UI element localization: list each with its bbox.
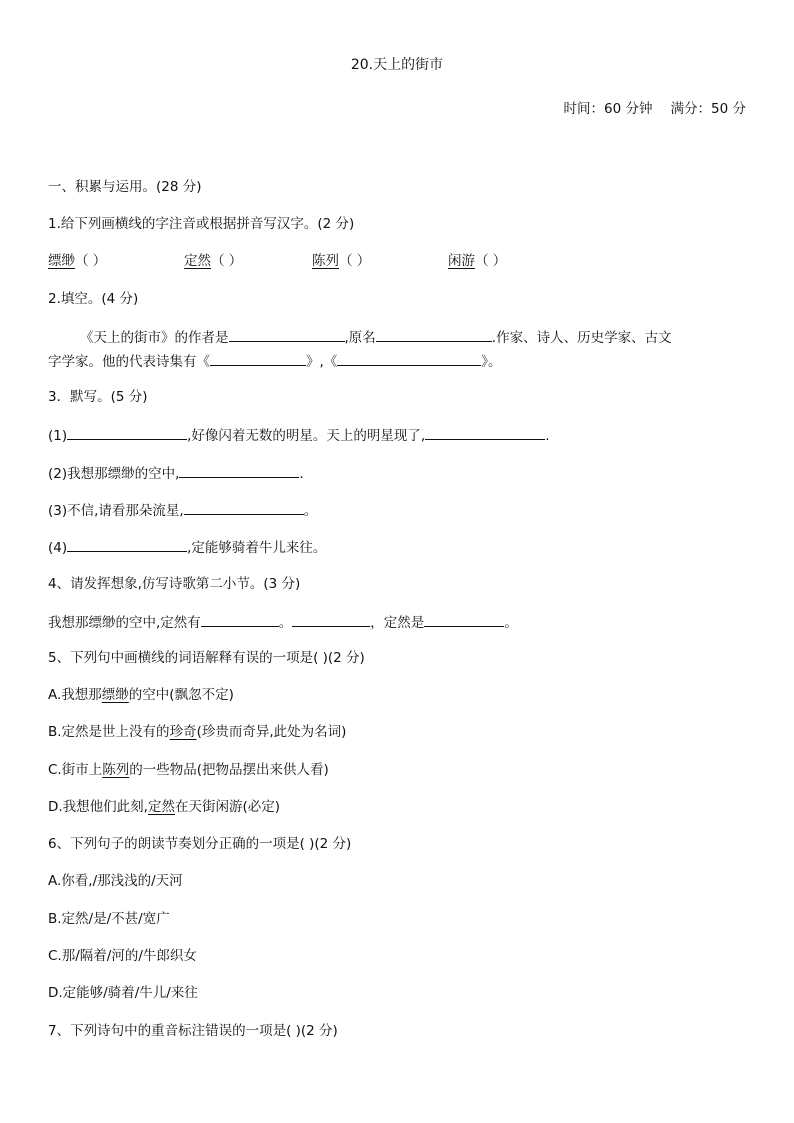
fill-blank[interactable]: [184, 500, 304, 515]
time-limit: 时间：60 分钟: [563, 101, 653, 117]
answer-parens: （ ）: [475, 253, 507, 269]
answer-parens: （ ）: [339, 253, 371, 269]
question-4-prompt: 4、请发挥想象,仿写诗歌第二小节。(3 分): [48, 576, 301, 592]
question-5-prompt: 5、下列句中画横线的词语解释有误的一项是( )(2 分): [48, 650, 365, 666]
recitation-line-1: (1) ,好像闪着无数的明星。天上的明星现了, .: [48, 425, 550, 445]
imitation-line: 我想那缥缈的空中,定然有 。 ，定然是 。: [48, 612, 518, 632]
question-5-option-c[interactable]: C.街市上陈列的一些物品(把物品摆出来供人看): [48, 762, 329, 778]
answer-parens: （ ）: [211, 253, 243, 269]
question-6-option-d[interactable]: D.定能够/骑着/牛儿/来往: [48, 985, 198, 1001]
fill-blank[interactable]: [67, 425, 187, 440]
recitation-line-4: (4) ,定能够骑着牛儿来往。: [48, 537, 326, 557]
underlined-word: 定然: [184, 253, 211, 269]
answer-parens: （ ）: [75, 253, 107, 269]
question-6-option-b[interactable]: B.定然/是/不甚/宽广: [48, 911, 170, 927]
recitation-line-3: (3)不信,请看那朵流星, 。: [48, 500, 317, 520]
exam-meta: [564, 100, 746, 118]
question-1-item-2: [184, 252, 242, 270]
fill-blank[interactable]: [67, 537, 187, 552]
question-1-prompt: 1.给下列画横线的字注音或根据拼音写汉字。(2 分): [48, 216, 355, 232]
fill-blank[interactable]: [179, 463, 299, 478]
underlined-word: 缥缈: [48, 253, 75, 269]
question-7-prompt: 7、下列诗句中的重音标注错误的一项是( )(2 分): [48, 1023, 338, 1039]
fill-blank[interactable]: [376, 327, 492, 342]
question-5-option-b[interactable]: B.定然是世上没有的珍奇(珍贵而奇异,此处为名词): [48, 724, 347, 740]
question-2-line-1: 《天上的街市》的作者是 ,原名 .作家、诗人、历史学家、古文: [80, 327, 672, 347]
fill-blank[interactable]: [337, 351, 481, 366]
underlined-word: 陈列: [312, 253, 339, 269]
question-5-option-a[interactable]: A.我想那缥缈的空中(飘忽不定): [48, 687, 234, 703]
section-heading: 一、积累与运用。(28 分): [48, 179, 202, 195]
question-6-option-a[interactable]: A.你看,/那浅浅的/天河: [48, 873, 183, 889]
question-6-option-c[interactable]: C.那/隔着/河的/牛郎织女: [48, 948, 197, 964]
fill-blank[interactable]: [292, 612, 370, 627]
question-5-option-d[interactable]: D.我想他们此刻,定然在天街闲游(必定): [48, 799, 281, 815]
fill-blank[interactable]: [229, 327, 345, 342]
question-3-prompt: 3．默写。(5 分): [48, 389, 148, 405]
fill-blank[interactable]: [425, 425, 545, 440]
fill-blank[interactable]: [210, 351, 306, 366]
question-2-prompt: 2.填空。(4 分): [48, 291, 139, 307]
fill-blank[interactable]: [201, 612, 279, 627]
question-1-item-3: [312, 252, 370, 270]
recitation-line-2: (2)我想那缥缈的空中, .: [48, 463, 304, 483]
question-1-item-4: [448, 252, 506, 270]
question-2-line-2: 字学家。他的代表诗集有《 》,《 》。: [48, 351, 502, 371]
underlined-word: 闲游: [448, 253, 475, 269]
question-1-item-1: [48, 252, 106, 270]
fill-blank[interactable]: [424, 612, 504, 627]
full-score: 满分：50 分: [670, 101, 746, 117]
page-title: 20.天上的街市: [350, 57, 444, 73]
question-6-prompt: 6、下列句子的朗读节奏划分正确的一项是( )(2 分): [48, 836, 352, 852]
